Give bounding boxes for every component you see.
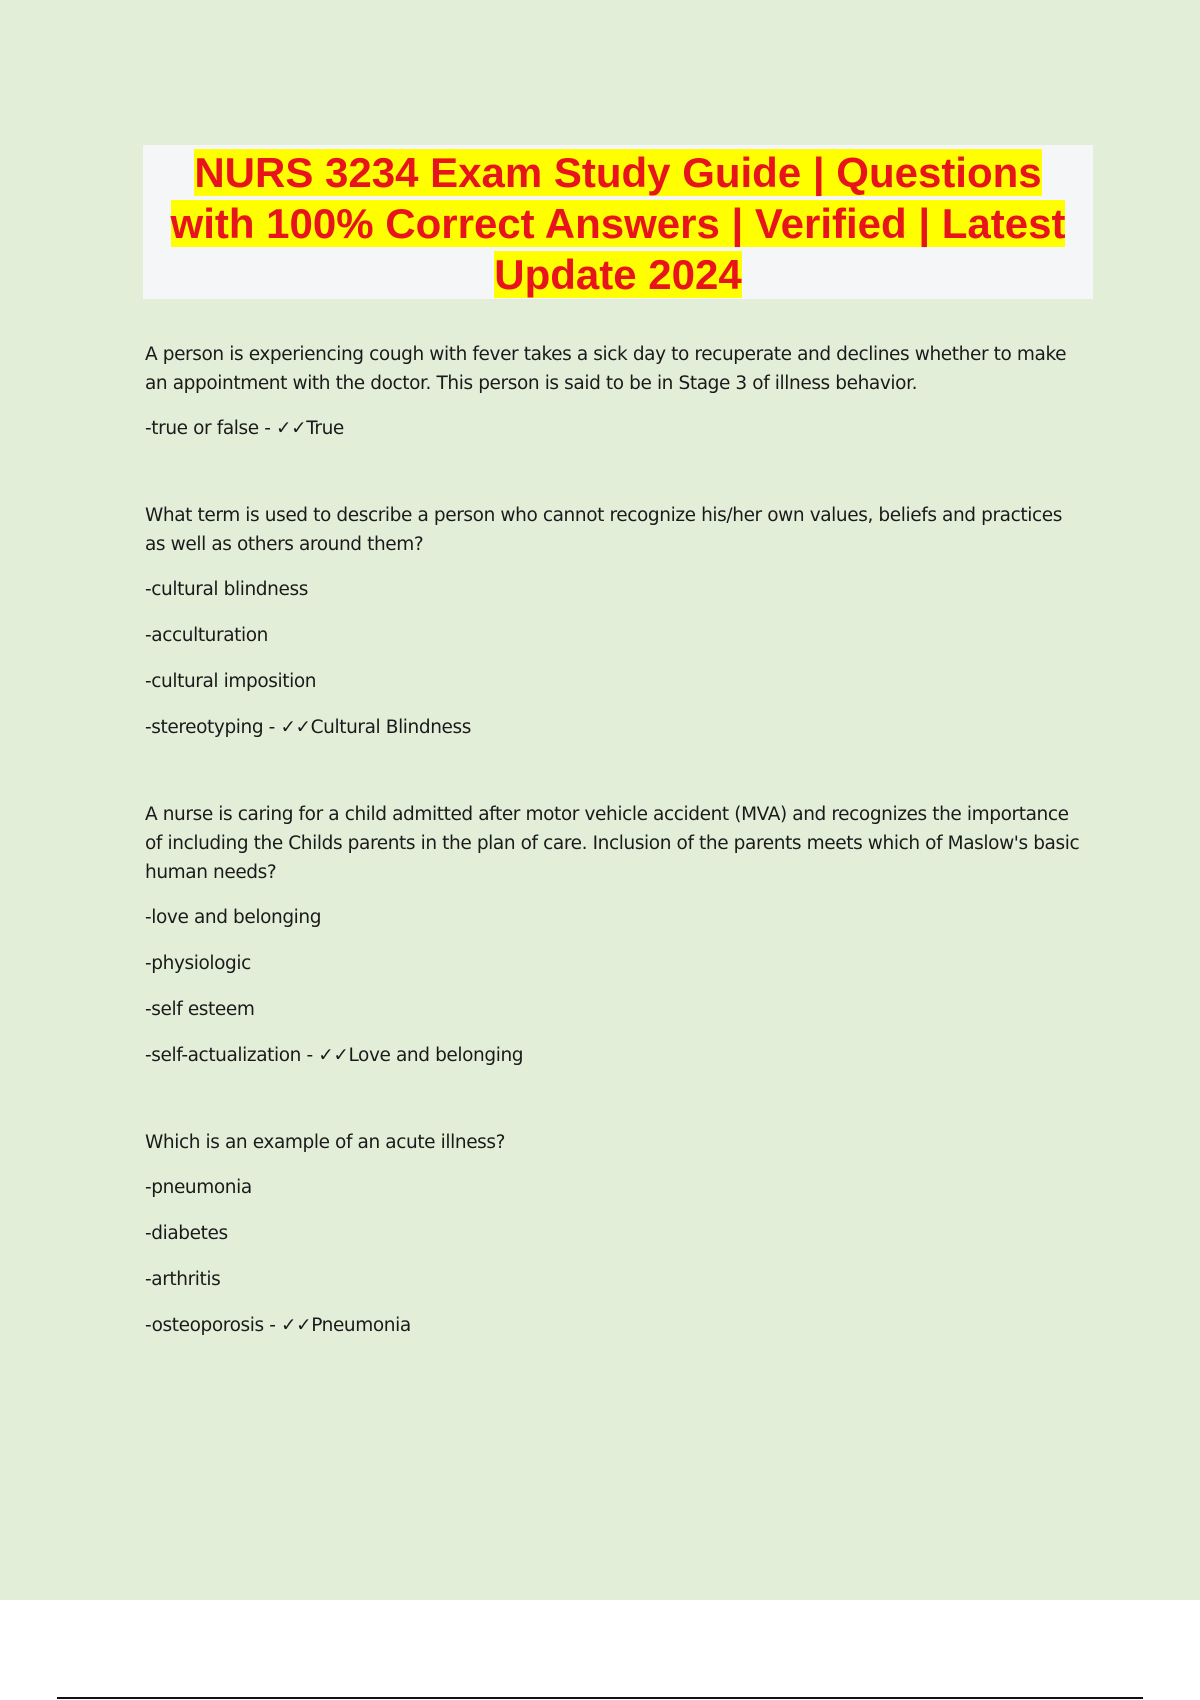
- correct-answer: Pneumonia: [311, 1315, 411, 1336]
- option-text: -osteoporosis: [145, 1315, 264, 1336]
- answer-option-line: -self-actualization - ✓✓Love and belonging: [145, 1041, 1085, 1070]
- option-text: -self esteem: [145, 999, 255, 1020]
- option-text: -love and belonging: [145, 907, 322, 928]
- option-text: -stereotyping: [145, 717, 264, 738]
- footer-divider: [57, 1697, 1143, 1699]
- question-text: Which is an example of an acute illness?: [145, 1132, 506, 1153]
- check-mark-icon: ✓✓: [280, 1315, 312, 1336]
- question-list: [145, 340, 1085, 1398]
- check-mark-icon: ✓✓: [280, 717, 311, 738]
- correct-answer: Cultural Blindness: [310, 717, 472, 738]
- option-text: -physiologic: [145, 953, 251, 974]
- option-text: -true or false: [145, 418, 259, 439]
- question-text: A person is experiencing cough with fever takes a sick day to recuperate and declines whether to make an appointment with the doctor. This person is said to be in Stage 3 of illness behavior.: [145, 344, 1067, 394]
- option-text: -cultural imposition: [145, 671, 317, 692]
- answer-option-line: -osteoporosis - ✓✓Pneumonia: [145, 1311, 1085, 1340]
- question-text: A nurse is caring for a child admitted after motor vehicle accident (MVA) and recognizes the importance of including the Childs parents in the plan of care. Inclusion of the parents meets which of Maslow's basic human needs?: [145, 804, 1080, 883]
- option-text: -diabetes: [145, 1223, 228, 1244]
- correct-answer: True: [306, 418, 344, 439]
- question-block-2: [145, 501, 1085, 742]
- question-text: What term is used to describe a person who cannot recognize his/her own values, beliefs and practices as well as others around them?: [145, 505, 1062, 555]
- option-text: -acculturation: [145, 625, 268, 646]
- answer-option-line: -true or false - ✓✓True: [145, 414, 1085, 443]
- answer-option-line: -stereotyping - ✓✓Cultural Blindness: [145, 713, 1085, 742]
- option-text: -arthritis: [145, 1269, 221, 1290]
- question-block-3: [145, 800, 1085, 1070]
- question-block-1: [145, 340, 1085, 443]
- correct-answer: Love and belonging: [348, 1045, 524, 1066]
- check-mark-icon: ✓✓: [318, 1045, 349, 1066]
- check-mark-icon: ✓✓: [276, 418, 307, 439]
- title-banner: [143, 145, 1093, 299]
- document-title: NURS 3234 Exam Study Guide | Questions with 100% Correct Answers | Verified | Latest Update 2024: [170, 149, 1066, 298]
- option-text: -self-actualization: [145, 1045, 302, 1066]
- question-block-4: [145, 1128, 1085, 1340]
- option-text: -pneumonia: [145, 1177, 252, 1198]
- option-text: -cultural blindness: [145, 579, 308, 600]
